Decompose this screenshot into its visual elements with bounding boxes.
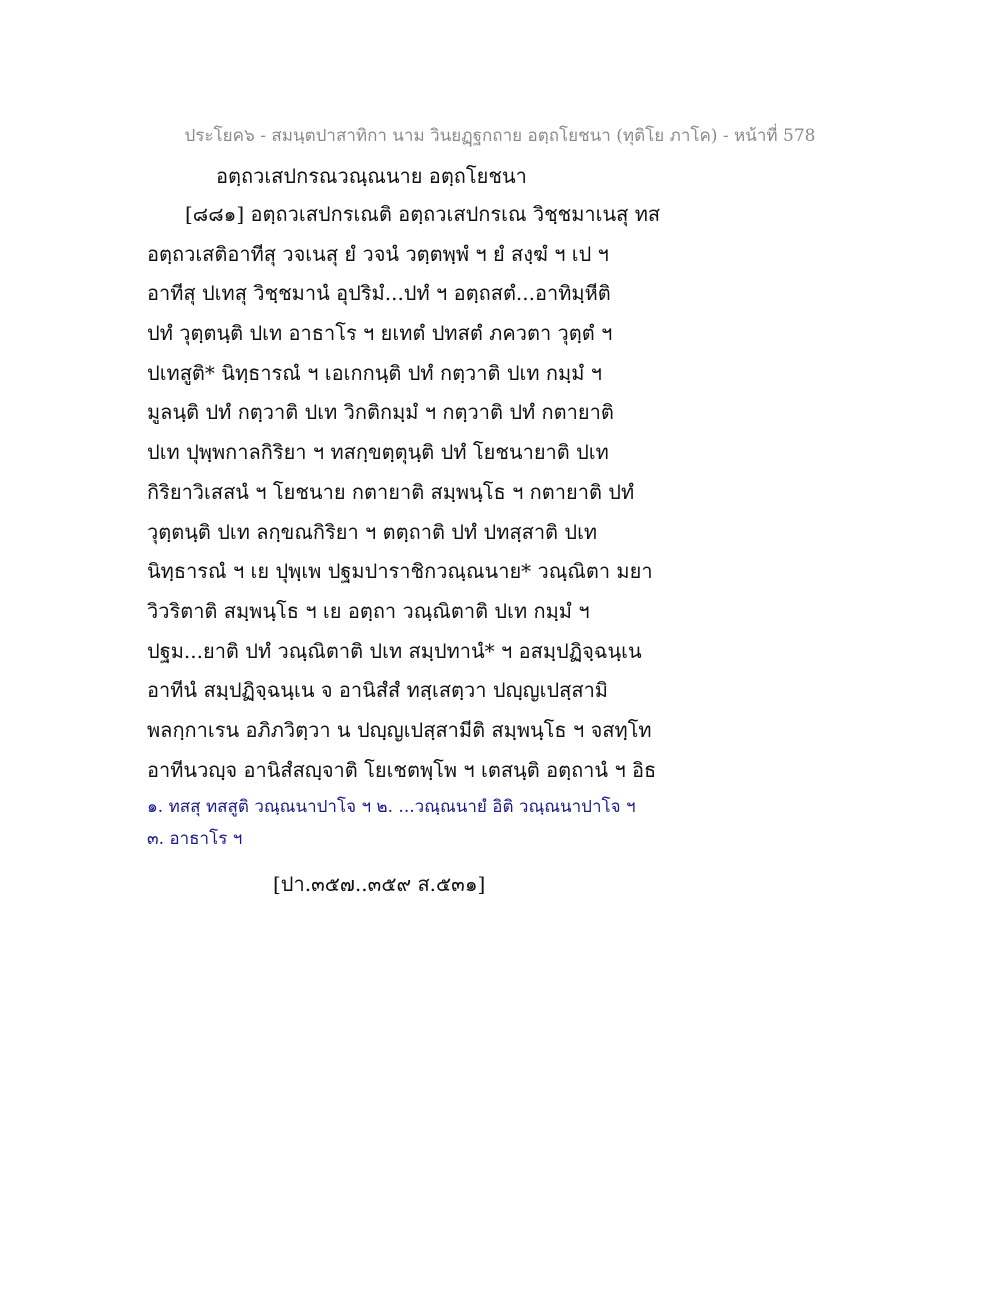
body-line: กิริยาวิเสสนํ ฯ โยชนาย กตายาติ สมฺพนฺโธ ฯ กตายาติ ปทํ [147, 479, 635, 504]
body-line: ปเท ปุพฺพกาลกิริยา ฯ ทสกฺขตฺตุนฺติ ปทํ โยชนายาติ ปเท [147, 440, 609, 465]
body-text [147, 200, 707, 795]
body-line: นิทฺธารณํ ฯ เย ปุพฺเพ ปฐมปาราชิกวณฺณนาย* วณฺณิตา มยา [147, 559, 653, 584]
body-line: วุตฺตนฺติ ปเท ลกฺขณกิริยา ฯ ตตฺถาติ ปทํ ปทสฺสาติ ปเท [147, 519, 598, 544]
body-line: มูลนฺติ ปทํ กตฺวาติ ปเท วิกติกมฺมํ ฯ กตฺวาติ ปทํ กตายาติ [147, 400, 614, 425]
footnotes [147, 794, 636, 858]
section-title: อตฺถวเสปกรณวณฺณนาย อตฺถโยชนา [216, 164, 527, 188]
body-line: อาทีนํ สมฺปฏิจฺฉนฺเน จ อานิสํสํ ทสฺเสตฺวา ปญฺญเปสฺสามิ [147, 678, 608, 703]
footnote-line: ๑. ทสสุ ทสสูติ วณฺณนาปาโจ ฯ ๒. ...วณฺณนายํ อิติ วณฺณนาปาโจ ฯ [147, 797, 636, 817]
body-line: ปเทสูติ* นิทฺธารณํ ฯ เอเกกนฺติ ปทํ กตฺวาติ ปเท กมฺมํ ฯ [147, 360, 602, 385]
body-line: พลกฺกาเรน อภิภวิตฺวา น ปญฺญเปสฺสามีติ สมฺพนฺโธ ฯ จสทฺโท [147, 717, 652, 742]
body-line: ปทํ วุตฺตนฺติ ปเท อาธาโร ฯ ยเทตํ ปทสตํ ภควตา วุตฺตํ ฯ [147, 321, 613, 346]
body-line: ปฐม...ยาติ ปทํ วณฺณิตาติ ปเท สมฺปทานํ* ฯ อสมฺปฏิจฺฉนฺเน [147, 638, 642, 663]
body-line: อาทีนวญฺจ อานิสํสญฺจาติ โยเชตพฺโพ ฯ เตสนฺติ อตฺถานํ ฯ อิธ [147, 757, 657, 782]
body-line: อตฺถวเสติอาทีสุ วจเนสุ ยํ วจนํ วตฺตพฺพํ ฯ ยํ สงฺฆํ ฯ เป ฯ [147, 241, 609, 266]
body-line: [๘๘๑] อตฺถวเสปกรเณติ อตฺถวเสปกรเณ วิชฺชมาเนสุ ทส [185, 202, 661, 226]
footnote-line: ๓. อาธาโร ฯ [147, 829, 243, 849]
body-line: อาทีสุ ปเทสุ วิชฺชมานํ อุปริมํ...ปทํ ฯ อตฺถสตํ...อาทิมฺหีติ [147, 281, 611, 306]
body-line: วิวริตาติ สมฺพนฺโธ ฯ เย อตฺถา วณฺณิตาติ ปเท กมฺมํ ฯ [147, 598, 590, 623]
running-header: ประโยค๖ - สมนฺตปาสาทิกา นาม วินยฏฺฐกถาย อตฺถโยชนา (ทุติโย ภาโค) - หน้าที่ 578 [184, 126, 816, 146]
source-reference: [ปา.๓๕๗..๓๕๙ ส.๕๓๑] [273, 872, 486, 896]
